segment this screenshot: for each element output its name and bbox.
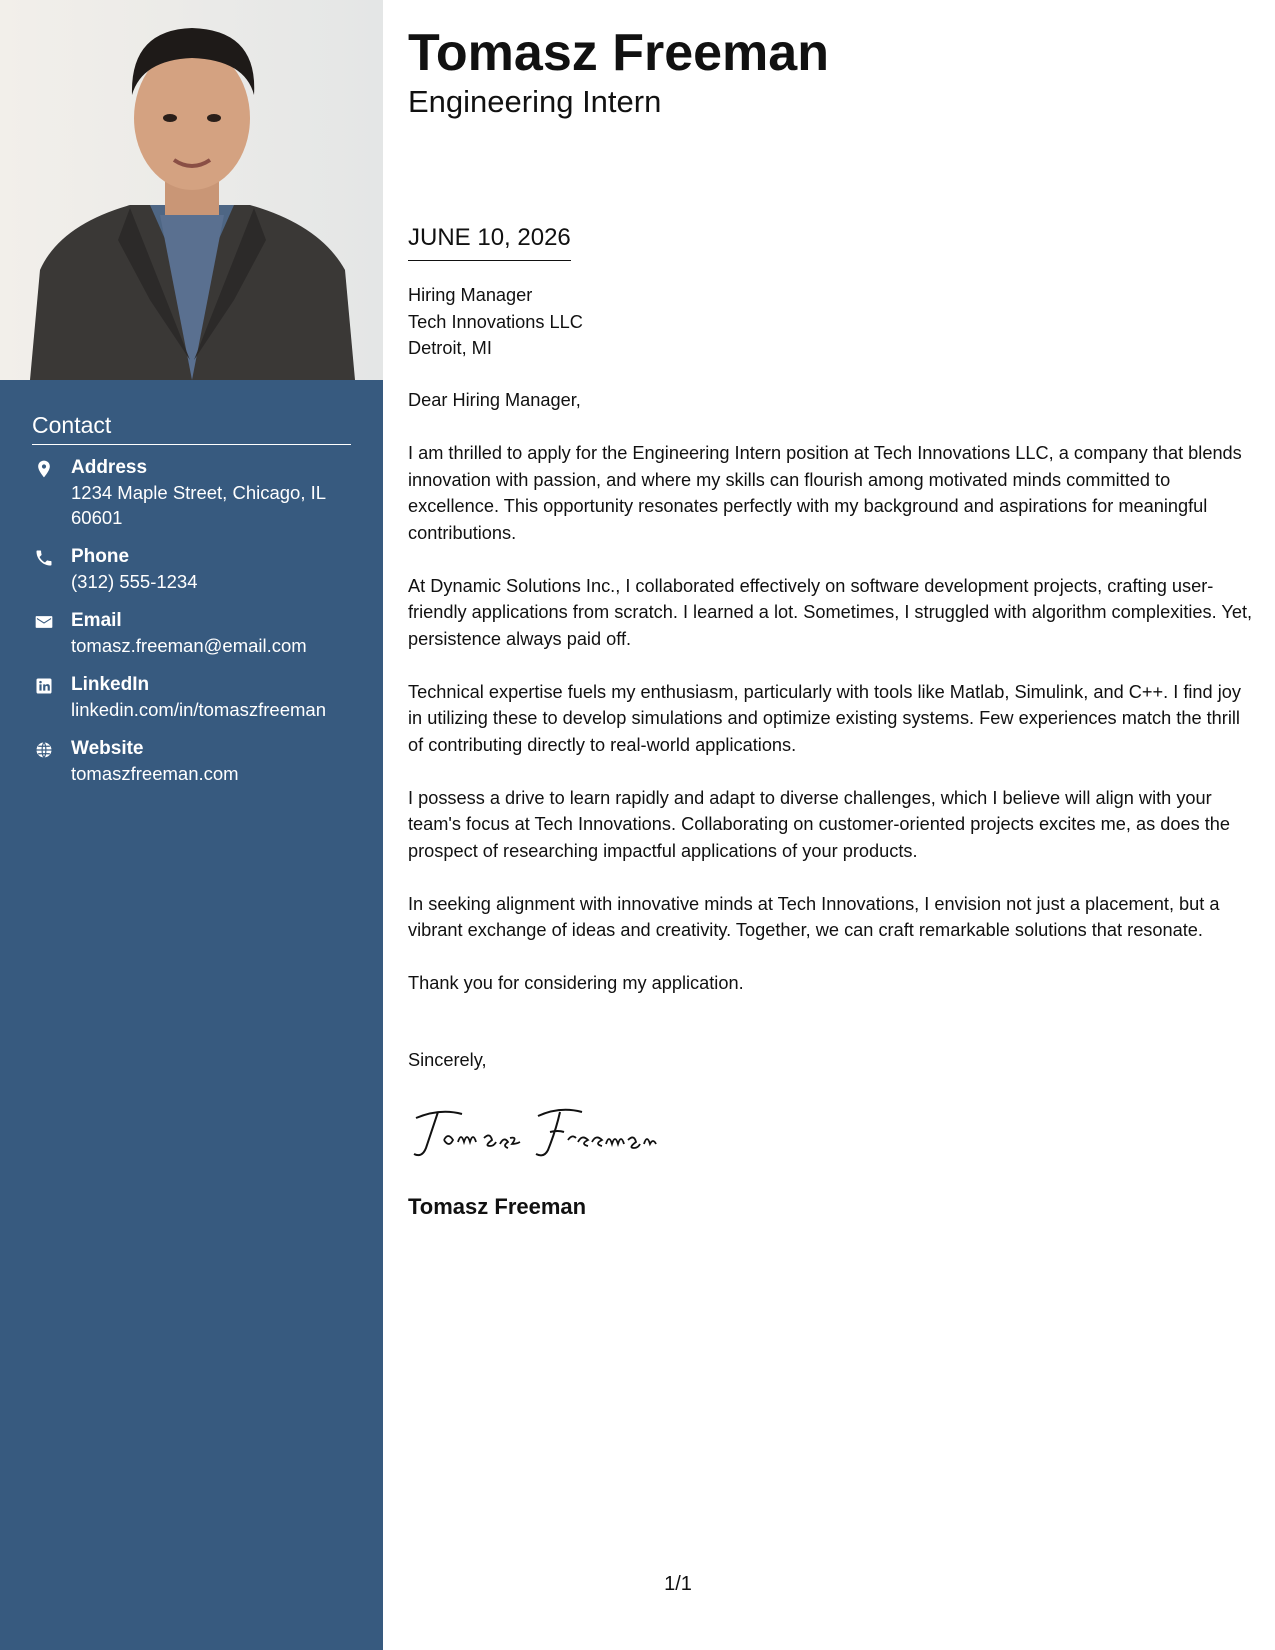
letter-date: JUNE 10, 2026 xyxy=(408,222,571,261)
profile-photo xyxy=(0,0,383,380)
applicant-name: Tomasz Freeman xyxy=(408,24,829,82)
contact-label: Website xyxy=(71,738,144,759)
contact-item-website xyxy=(32,736,351,786)
contact-item-address xyxy=(32,455,351,530)
contact-label: Phone xyxy=(71,546,130,567)
contact-value: tomaszfreeman.com xyxy=(71,763,239,784)
globe-icon xyxy=(33,739,55,761)
letter-paragraph: Technical expertise fuels my enthusiasm, particularly with tools like Matlab, Simulink, and C++. I find joy in utilizing these to develop simulations and optimize existing systems. Few experiences match the thrill of contributing directly to real-world applications. xyxy=(408,681,1241,755)
contact-label: Email xyxy=(71,610,122,631)
phone-icon xyxy=(33,547,55,569)
envelope-icon xyxy=(33,611,55,633)
letter-paragraph: In seeking alignment with innovative minds at Tech Innovations, I envision not just a placement, but a vibrant exchange of ideas and creativity. Together, we can craft remarkable solutions that resonate. xyxy=(408,893,1220,940)
contact-value: tomasz.freeman@email.com xyxy=(71,635,307,656)
contact-value: (312) 555-1234 xyxy=(71,571,198,592)
contact-value: linkedin.com/in/tomaszfreeman xyxy=(71,699,326,720)
letter-paragraph: I possess a drive to learn rapidly and adapt to diverse challenges, which I believe will align with your team's focus at Tech Innovations. Collaborating on customer-oriented projects excites me, as does the prospect of researching impactful applications of your products. xyxy=(408,787,1231,861)
contact-section xyxy=(32,410,351,800)
contact-item-phone xyxy=(32,544,351,594)
portrait-image xyxy=(0,0,383,380)
letter-paragraph: At Dynamic Solutions Inc., I collaborated effectively on software development projects, crafting user-friendly applications from scratch. I learned a lot. Sometimes, I struggled with algorithm complexities. Yet, persistence always paid off. xyxy=(408,575,1253,649)
sidebar xyxy=(0,0,383,1650)
job-title: Engineering Intern xyxy=(408,84,662,119)
linkedin-icon xyxy=(33,675,55,697)
recipient-block xyxy=(408,282,583,362)
contact-item-linkedin xyxy=(32,672,351,722)
contact-heading: Contact xyxy=(32,410,351,445)
recipient-line: Detroit, MI xyxy=(408,338,492,358)
sign-off: Sincerely, xyxy=(408,1050,487,1070)
contact-value: 1234 Maple Street, Chicago, IL 60601 xyxy=(71,482,326,528)
contact-item-email xyxy=(32,608,351,658)
letter-paragraph: I am thrilled to apply for the Engineering Intern position at Tech Innovations LLC, a company that blends innovation with passion, and where my skills can flourish among motivated minds committed to excellence. This opportunity resonates perfectly with my background and aspirations for meaningful contributions. xyxy=(408,443,1242,543)
contact-label: LinkedIn xyxy=(71,674,150,695)
contact-label: Address xyxy=(71,457,148,478)
recipient-line: Tech Innovations LLC xyxy=(408,311,583,332)
location-pin-icon xyxy=(33,458,55,480)
letter-body xyxy=(408,387,1253,1023)
salutation: Dear Hiring Manager, xyxy=(408,390,581,410)
recipient-line: Hiring Manager xyxy=(408,285,533,305)
page-number: 1/1 xyxy=(664,1573,692,1595)
handwritten-signature xyxy=(410,1100,670,1166)
closing-line: Thank you for considering my application. xyxy=(408,973,744,993)
signer-name: Tomasz Freeman xyxy=(408,1194,587,1219)
